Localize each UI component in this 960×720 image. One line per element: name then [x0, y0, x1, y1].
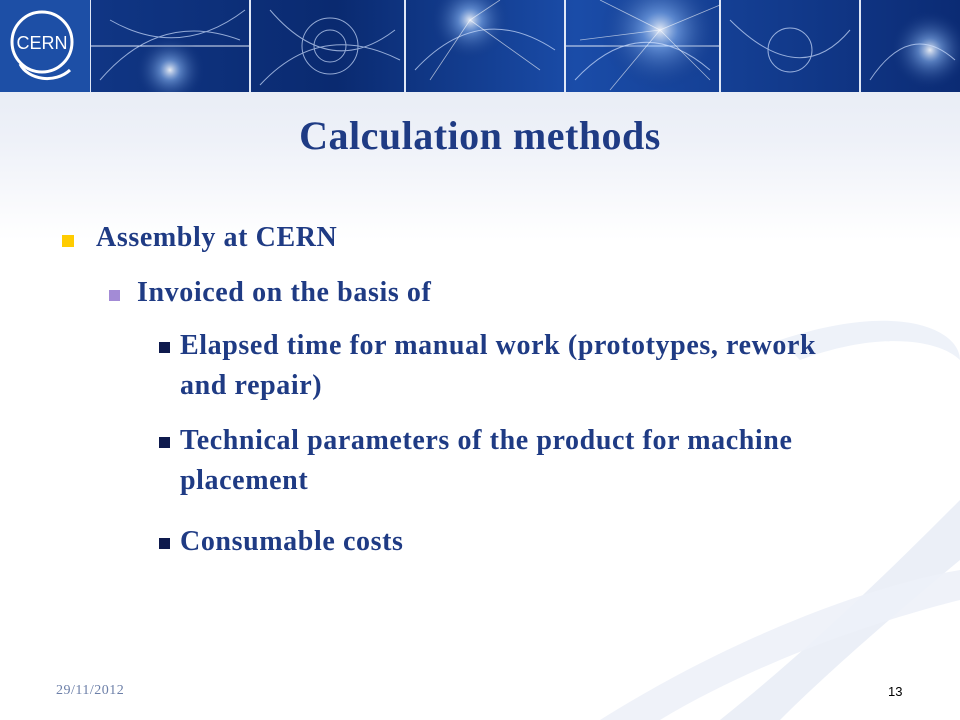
- bullet-text: Elapsed time for manual work (prototypes, rework and repair): [180, 330, 817, 401]
- slide-title: Calculation methods: [299, 113, 661, 158]
- bullet-level2: [109, 274, 431, 312]
- bullet-level3: [159, 421, 859, 501]
- bullet-level3: [159, 326, 859, 406]
- svg-text:CERN: CERN: [16, 33, 68, 53]
- square-bullet-icon: [159, 342, 170, 353]
- bullet-level3: [159, 522, 859, 562]
- bullet-level1: [62, 218, 337, 258]
- page-number: 13: [888, 684, 903, 699]
- bullet-text: Assembly at CERN: [96, 222, 338, 253]
- square-bullet-icon: [159, 437, 170, 448]
- particle-tracks-image: [0, 0, 960, 92]
- cern-logo: [0, 0, 90, 92]
- yellow-square-bullet-icon: [62, 235, 74, 247]
- square-bullet-icon: [159, 538, 170, 549]
- lavender-square-bullet-icon: [109, 290, 120, 301]
- bullet-text: Invoiced on the basis of: [137, 277, 432, 308]
- footer-date: 29/11/2012: [56, 683, 125, 698]
- header-banner: [0, 0, 960, 92]
- bullet-text: Technical parameters of the product for machine placement: [180, 425, 793, 496]
- bullet-text: Consumable costs: [180, 526, 404, 557]
